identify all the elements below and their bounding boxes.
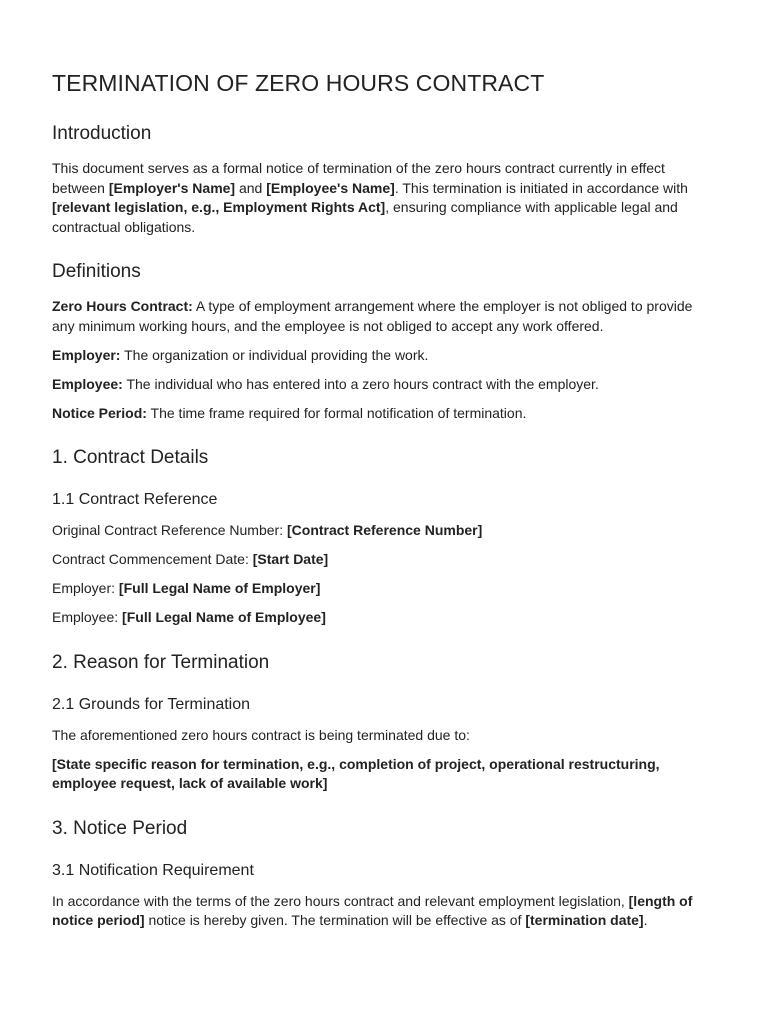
employer-name-placeholder: [Employer's Name] [108, 179, 236, 196]
notice-text-1: In accordance with the terms of the zero hours contract and relevant employment legislation, [52, 892, 629, 909]
contract-detail-row [52, 550, 718, 570]
definition-item [52, 297, 718, 336]
contract-reference-subheading: 1.1 Contract Reference [52, 491, 218, 508]
reason-placeholder-paragraph [52, 755, 718, 794]
reason-for-termination-heading: 2. Reason for Termination [52, 651, 270, 673]
contract-detail-row [52, 579, 718, 599]
definition-item [52, 375, 718, 395]
introduction-paragraph [52, 159, 718, 237]
contract-detail-row [52, 521, 718, 541]
detail-label: Contract Commencement Date: [52, 551, 253, 567]
intro-text-3: . This termination is initiated in accordance with [394, 179, 688, 196]
detail-value: [Start Date] [252, 551, 329, 567]
detail-value: [Full Legal Name of Employee] [122, 609, 326, 625]
employee-name-placeholder: [Employee's Name] [266, 179, 395, 196]
definition-text: The organization or individual providing the work. [120, 346, 429, 363]
detail-label: Employee: [52, 609, 123, 625]
detail-value: [Contract Reference Number] [287, 522, 483, 538]
definition-term: Zero Hours Contract: [52, 298, 193, 314]
notification-requirement-subheading: 3.1 Notification Requirement [52, 861, 254, 879]
grounds-subheading: 2.1 Grounds for Termination [52, 695, 251, 713]
notice-length-placeholder: [length of notice period] [52, 892, 693, 928]
definition-term: Notice Period: [52, 404, 147, 421]
notice-text-3: . [643, 912, 648, 928]
definition-term: Employer: [52, 346, 121, 363]
definition-term: Employee: [52, 375, 123, 392]
detail-label: Employer: [52, 580, 119, 596]
legislation-placeholder: [relevant legislation, e.g., Employment Rights Act] [52, 199, 386, 215]
contract-details-heading: 1. Contract Details [52, 447, 209, 468]
notice-text-2: notice is hereby given. The termination will be effective as of [144, 912, 526, 928]
notice-paragraph [52, 892, 718, 931]
definition-text: A type of employment arrangement where the employer is not obliged to provide any minimum working hours, and the employee is not obliged to accept any work offered. [52, 298, 693, 334]
introduction-heading: Introduction [52, 123, 152, 144]
document-title: TERMINATION OF ZERO HOURS CONTRACT [52, 70, 545, 96]
definition-item [52, 346, 718, 366]
termination-date-placeholder: [termination date] [525, 912, 644, 928]
intro-text-1: This document serves as a formal notice of termination of the zero hours contract currently in effect between [52, 160, 665, 196]
contract-detail-row [52, 608, 718, 628]
notice-period-heading: 3. Notice Period [52, 817, 188, 839]
intro-text-2: and [235, 179, 267, 196]
detail-label: Original Contract Reference Number: [52, 522, 287, 538]
definition-text: The individual who has entered into a zero hours contract with the employer. [122, 375, 599, 392]
definition-item [52, 404, 718, 424]
definition-text: The time frame required for formal notification of termination. [146, 404, 527, 421]
reason-placeholder: [State specific reason for termination, e.g., completion of project, operational restructuring, employee request, lack of available work] [52, 755, 660, 791]
detail-value: [Full Legal Name of Employer] [118, 580, 321, 596]
grounds-text: The aforementioned zero hours contract is being terminated due to: [52, 726, 470, 743]
definitions-heading: Definitions [52, 261, 141, 282]
intro-text-4: , ensuring compliance with applicable legal and contractual obligations. [52, 199, 678, 235]
